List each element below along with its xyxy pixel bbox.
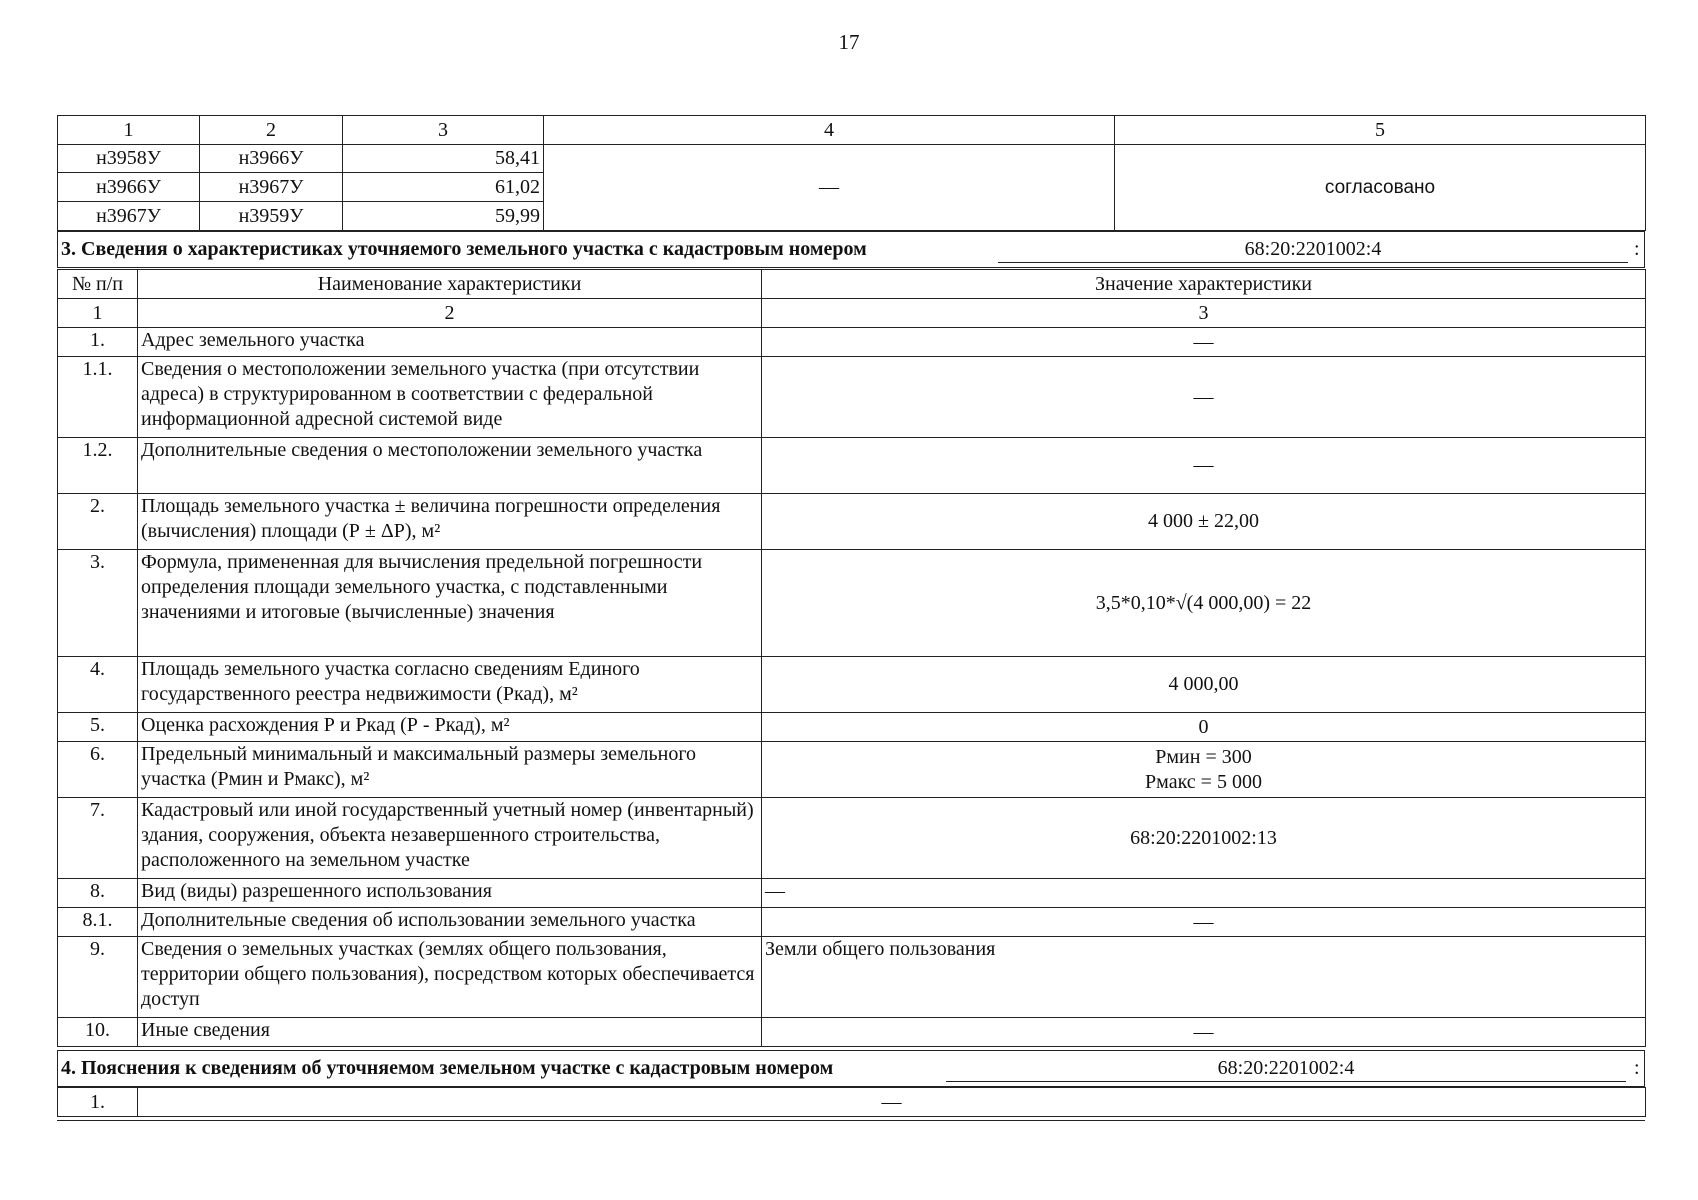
characteristics-table	[57, 269, 1646, 1047]
row-value: —	[762, 908, 1646, 937]
row-value: 3,5*0,10*√(4 000,00) = 22	[762, 550, 1646, 657]
section3-colon: :	[1634, 237, 1640, 260]
table-row	[58, 438, 1646, 494]
table-row	[58, 908, 1646, 937]
table-row	[58, 550, 1646, 657]
table-row	[58, 328, 1646, 357]
table-row	[58, 742, 1646, 798]
col4-value: —	[544, 145, 1115, 231]
section4-heading-table	[57, 1050, 1645, 1087]
point-from: н3966У	[58, 173, 200, 202]
row-number: 8.1.	[58, 908, 138, 937]
row-number: 3.	[58, 550, 138, 657]
row-name: Вид (виды) разрешенного использования	[138, 879, 762, 908]
table-row	[58, 1088, 1646, 1117]
header-col-2: 2	[200, 116, 343, 145]
segment-length: 61,02	[343, 173, 544, 202]
table-row	[58, 798, 1646, 879]
page-number: 17	[838, 30, 860, 54]
row-value: —	[762, 1018, 1646, 1047]
row-name: Дополнительные сведения об использовании земельного участка	[138, 908, 762, 937]
characteristics-header	[58, 270, 1646, 299]
table-row	[58, 879, 1646, 908]
col5-value: согласовано	[1115, 145, 1646, 231]
row-number: 10.	[58, 1018, 138, 1047]
table-row	[58, 145, 1646, 173]
row-value	[762, 742, 1646, 798]
segment-length: 59,99	[343, 202, 544, 231]
header-col-1: 1	[58, 116, 200, 145]
row-value: —	[762, 357, 1646, 438]
row-number: 1.1.	[58, 357, 138, 438]
point-from: н3958У	[58, 145, 200, 173]
table-bottom-rule	[57, 1120, 1645, 1121]
row-value: —	[762, 879, 1646, 908]
table-row	[58, 357, 1646, 438]
row-number: 4.	[58, 657, 138, 713]
section3-title: 3. Сведения о характеристиках уточняемого земельного участка с кадастровым номером	[61, 237, 867, 260]
row-value: 0	[762, 713, 1646, 742]
header-number: № п/п	[58, 270, 138, 299]
col-number-3: 3	[762, 299, 1646, 328]
row-name: Площадь земельного участка ± величина погрешности определения (вычисления) площади (Р ± ΔР), м²	[138, 494, 762, 550]
row-name: Дополнительные сведения о местоположении земельного участка	[138, 438, 762, 494]
table-row	[58, 494, 1646, 550]
row-value: —	[138, 1088, 1646, 1117]
row-name: Формула, примененная для вычисления предельной погрешности определения площади земельного участка, с подставленными значениями и итоговые (вычисленные) значения	[138, 550, 762, 657]
row-value: 4 000,00	[762, 657, 1646, 713]
row-number: 7.	[58, 798, 138, 879]
row-value: 4 000 ± 22,00	[762, 494, 1646, 550]
row-number: 6.	[58, 742, 138, 798]
table-row	[58, 1018, 1646, 1047]
row-value: —	[762, 438, 1646, 494]
section4-cadastral-number: 68:20:2201002:4	[946, 1056, 1626, 1082]
explanations-table	[57, 1087, 1646, 1117]
table-row	[58, 713, 1646, 742]
row-name: Сведения о земельных участках (землях общего пользования, территории общего пользования), посредством которых обеспечивается доступ	[138, 937, 762, 1018]
header-value: Значение характеристики	[762, 270, 1646, 299]
row-name: Иные сведения	[138, 1018, 762, 1047]
row-value: 68:20:2201002:13	[762, 798, 1646, 879]
point-to: н3966У	[200, 145, 343, 173]
section4-colon: :	[1634, 1056, 1640, 1079]
header-name: Наименование характеристики	[138, 270, 762, 299]
row-name: Предельный минимальный и максимальный размеры земельного участка (Рмин и Рмакс), м²	[138, 742, 762, 798]
row-name: Сведения о местоположении земельного участка (при отсутствии адреса) в структурированном в соответствии с федеральной информационной адресной системой виде	[138, 357, 762, 438]
col-number-2: 2	[138, 299, 762, 328]
row-name: Площадь земельного участка согласно сведениям Единого государственного реестра недвижимости (Ркад), м²	[138, 657, 762, 713]
row-name: Кадастровый или иной государственный учетный номер (инвентарный) здания, сооружения, объекта незавершенного строительства, расположенного на земельном участке	[138, 798, 762, 879]
row-value-max: Рмакс = 5 000	[1145, 770, 1262, 793]
table-row	[58, 657, 1646, 713]
row-value: Земли общего пользования	[762, 937, 1646, 1018]
row-name: Адрес земельного участка	[138, 328, 762, 357]
table-row	[58, 937, 1646, 1018]
row-value: —	[762, 328, 1646, 357]
point-to: н3959У	[200, 202, 343, 231]
boundary-table-header	[58, 116, 1646, 145]
row-number: 1.2.	[58, 438, 138, 494]
characteristics-col-numbers	[58, 299, 1646, 328]
section4-title: 4. Пояснения к сведениям об уточняемом земельном участке с кадастровым номером	[61, 1056, 834, 1079]
point-to: н3967У	[200, 173, 343, 202]
row-number: 8.	[58, 879, 138, 908]
point-from: н3967У	[58, 202, 200, 231]
segment-length: 58,41	[343, 145, 544, 173]
section3-cadastral-number: 68:20:2201002:4	[998, 237, 1628, 263]
row-value-min: Рмин = 300	[1155, 745, 1252, 768]
row-number: 9.	[58, 937, 138, 1018]
boundary-table	[57, 115, 1646, 231]
section3-heading-table	[57, 231, 1645, 268]
row-number: 5.	[58, 713, 138, 742]
row-name: Оценка расхождения Р и Ркад (Р - Ркад), м²	[138, 713, 762, 742]
header-col-5: 5	[1115, 116, 1646, 145]
header-col-3: 3	[343, 116, 544, 145]
row-number: 2.	[58, 494, 138, 550]
col-number-1: 1	[58, 299, 138, 328]
header-col-4: 4	[544, 116, 1115, 145]
row-number: 1.	[58, 1088, 138, 1117]
row-number: 1.	[58, 328, 138, 357]
